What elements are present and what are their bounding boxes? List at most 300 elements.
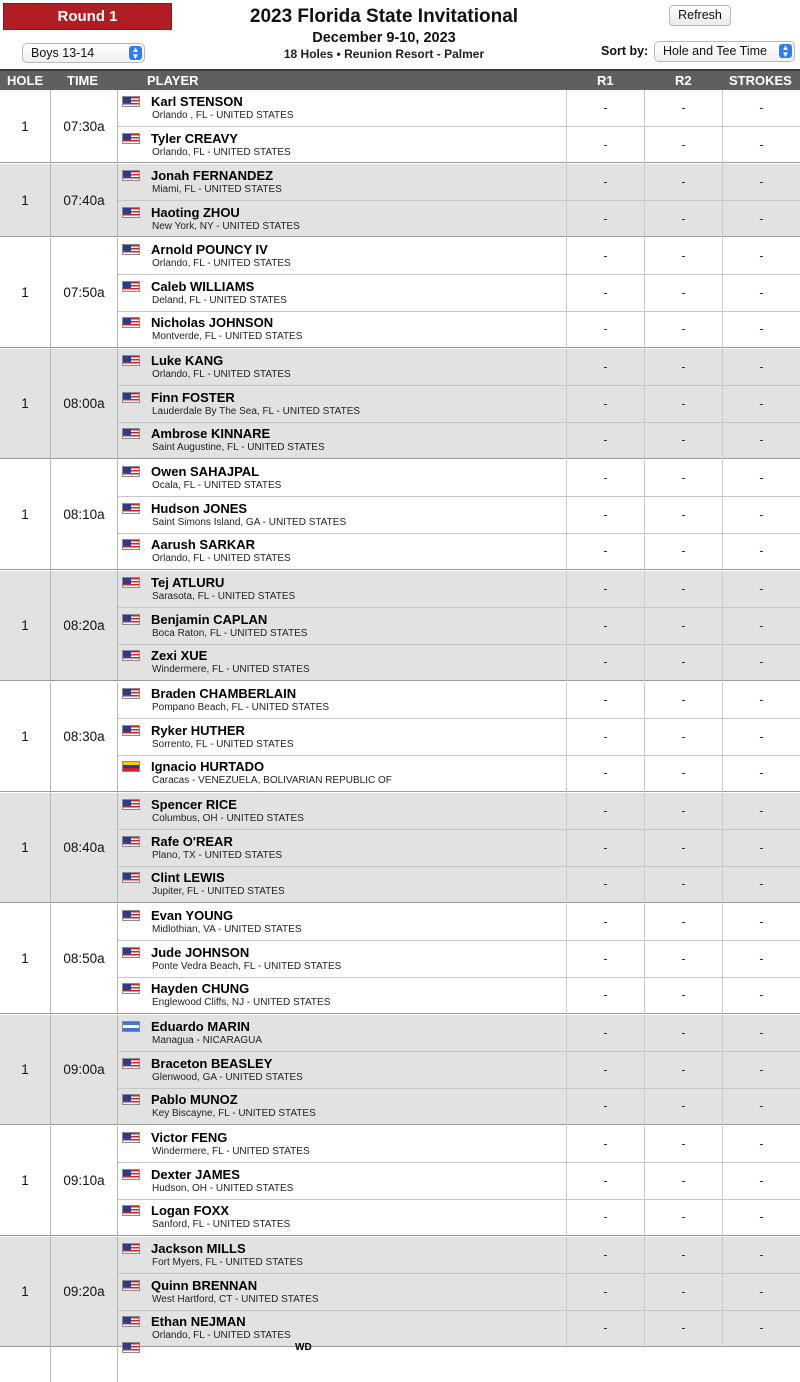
strokes-score: - xyxy=(759,1137,764,1151)
country-flag-icon xyxy=(122,947,140,958)
tournament-title: 2023 Florida State Invitational xyxy=(249,6,519,27)
column-divider xyxy=(644,1199,645,1236)
r1-score: - xyxy=(603,582,608,596)
strokes-score: - xyxy=(759,397,764,411)
player-location: Saint Augustine, FL - UNITED STATES xyxy=(152,442,325,453)
r1-score: - xyxy=(603,1099,608,1113)
player-location: Orlando, FL - UNITED STATES xyxy=(152,369,291,380)
player-row[interactable] xyxy=(118,644,800,681)
strokes-score: - xyxy=(759,101,764,115)
player-name[interactable]: Hayden CHUNG xyxy=(151,981,250,996)
r1-score: - xyxy=(603,915,608,929)
player-row[interactable] xyxy=(118,349,800,386)
country-flag-icon xyxy=(122,650,140,661)
r2-score: - xyxy=(681,841,686,855)
r1-score: - xyxy=(603,433,608,447)
column-divider xyxy=(566,1199,567,1236)
column-divider xyxy=(566,386,567,423)
strokes-score: - xyxy=(759,433,764,447)
time-cell: 08:50a xyxy=(63,951,105,966)
strokes-score: - xyxy=(759,212,764,226)
column-divider xyxy=(722,90,723,127)
table-header xyxy=(0,69,800,90)
column-divider xyxy=(722,719,723,756)
time-cell: 08:10a xyxy=(63,507,105,522)
r1-score: - xyxy=(603,1137,608,1151)
country-flag-icon xyxy=(122,1094,140,1105)
tee-time-group-partial xyxy=(0,1342,800,1382)
country-flag-icon xyxy=(122,133,140,144)
player-name[interactable]: Clint LEWIS xyxy=(151,870,225,885)
player-name[interactable]: Braceton BEASLEY xyxy=(151,1056,273,1071)
column-divider xyxy=(722,238,723,275)
column-divider xyxy=(644,90,645,127)
player-location: Lauderdale By The Sea, FL - UNITED STATES xyxy=(152,406,361,417)
column-divider xyxy=(566,755,567,792)
column-divider xyxy=(644,1237,645,1274)
tee-time-group xyxy=(0,793,800,903)
chevron-updown-icon: ▲ ▼ xyxy=(779,44,792,58)
player-name[interactable]: Logan FOXX xyxy=(151,1203,229,1218)
time-cell: 07:40a xyxy=(63,192,105,208)
column-divider xyxy=(566,164,567,201)
player-row[interactable] xyxy=(118,1237,800,1274)
tee-time-group xyxy=(0,90,800,163)
player-row[interactable] xyxy=(118,386,800,423)
player-location: Glenwood, GA - UNITED STATES xyxy=(152,1072,303,1083)
player-location: Englewood Cliffs, NJ - UNITED STATES xyxy=(152,997,331,1008)
player-location: Orlando, FL - UNITED STATES xyxy=(152,1330,291,1341)
player-row[interactable] xyxy=(118,1274,800,1311)
time-cell: 08:40a xyxy=(63,840,105,855)
r2-score: - xyxy=(681,952,686,966)
r2-score: - xyxy=(681,286,686,300)
column-divider xyxy=(722,422,723,459)
r1-score: - xyxy=(603,841,608,855)
player-row[interactable] xyxy=(118,275,800,312)
player-name[interactable]: Tyler CREAVY xyxy=(151,131,238,146)
player-row[interactable] xyxy=(118,1088,800,1125)
r1-score: - xyxy=(603,322,608,336)
column-divider xyxy=(644,386,645,423)
player-row[interactable] xyxy=(118,1342,800,1382)
r2-score: - xyxy=(681,766,686,780)
player-name[interactable]: Finn FOSTER xyxy=(151,390,235,405)
r2-score: - xyxy=(681,1285,686,1299)
player-location: Miami, FL - UNITED STATES xyxy=(152,184,282,195)
time-cell: 09:20a xyxy=(63,1284,105,1299)
player-name[interactable]: Victor FENG xyxy=(151,1130,228,1145)
hole-cell: 1 xyxy=(21,729,29,744)
column-divider xyxy=(644,866,645,903)
player-row[interactable] xyxy=(118,1052,800,1089)
country-flag-icon xyxy=(122,428,140,439)
column-divider xyxy=(566,977,567,1014)
r2-score: - xyxy=(681,1063,686,1077)
page-header xyxy=(0,0,800,69)
player-row[interactable] xyxy=(118,719,800,756)
player-location: Columbus, OH - UNITED STATES xyxy=(152,813,304,824)
player-row[interactable] xyxy=(118,1199,800,1236)
time-cell: 08:00a xyxy=(63,396,105,411)
country-flag-icon xyxy=(122,539,140,550)
strokes-score: - xyxy=(759,915,764,929)
r1-score: - xyxy=(603,249,608,263)
country-flag-icon xyxy=(122,281,140,292)
column-divider xyxy=(566,311,567,348)
r1-score: - xyxy=(603,730,608,744)
column-divider xyxy=(644,644,645,681)
player-row[interactable] xyxy=(118,90,800,127)
player-row[interactable] xyxy=(118,866,800,903)
round-tab[interactable]: Round 1 xyxy=(3,3,172,30)
column-divider xyxy=(644,1310,645,1347)
column-divider xyxy=(644,793,645,830)
strokes-score: - xyxy=(759,877,764,891)
r2-score: - xyxy=(681,619,686,633)
player-name[interactable]: Ethan NEJMAN xyxy=(151,1314,246,1329)
strokes-score: - xyxy=(759,471,764,485)
tee-time-group xyxy=(0,349,800,459)
tee-time-group xyxy=(0,682,800,792)
country-flag-icon xyxy=(122,1205,140,1216)
player-row[interactable] xyxy=(118,682,800,719)
r2-score: - xyxy=(681,915,686,929)
player-row[interactable] xyxy=(118,1310,800,1347)
r2-score: - xyxy=(681,693,686,707)
country-flag-icon xyxy=(122,170,140,181)
strokes-score: - xyxy=(759,322,764,336)
col-player: PLAYER xyxy=(147,73,199,88)
country-flag-icon xyxy=(122,1169,140,1180)
column-divider xyxy=(644,719,645,756)
r2-score: - xyxy=(681,433,686,447)
player-name[interactable]: Owen SAHAJPAL xyxy=(151,464,260,479)
player-row[interactable] xyxy=(118,755,800,792)
player-name[interactable]: Evan YOUNG xyxy=(151,908,234,923)
player-row[interactable] xyxy=(118,1015,800,1052)
column-divider xyxy=(566,497,567,534)
hole-cell: 1 xyxy=(21,507,29,522)
time-cell: 08:20a xyxy=(63,618,105,633)
column-divider xyxy=(722,904,723,941)
player-name[interactable]: Nicholas JOHNSON xyxy=(151,315,274,330)
strokes-score: - xyxy=(759,508,764,522)
player-name[interactable]: Pablo MUNOZ xyxy=(151,1092,238,1107)
strokes-score: - xyxy=(759,766,764,780)
player-name[interactable]: Ryker HUTHER xyxy=(151,723,245,738)
column-divider xyxy=(50,1348,51,1382)
column-divider xyxy=(566,90,567,127)
player-row[interactable] xyxy=(118,608,800,645)
hole-cell: 1 xyxy=(21,951,29,966)
column-divider xyxy=(722,164,723,201)
player-name[interactable]: Tej ATLURU xyxy=(151,575,225,590)
player-name[interactable]: Spencer RICE xyxy=(151,797,237,812)
hole-cell: 1 xyxy=(21,618,29,633)
column-divider xyxy=(644,238,645,275)
player-name[interactable]: Zexi XUE xyxy=(151,648,208,663)
column-divider xyxy=(566,941,567,978)
tee-time-group xyxy=(0,1126,800,1236)
player-name[interactable]: Caleb WILLIAMS xyxy=(151,279,255,294)
country-flag-icon xyxy=(122,872,140,883)
player-row[interactable] xyxy=(118,422,800,459)
column-divider xyxy=(722,1052,723,1089)
strokes-score: - xyxy=(759,1063,764,1077)
tee-time-group xyxy=(0,460,800,570)
col-r1: R1 xyxy=(597,73,614,88)
division-select[interactable] xyxy=(22,43,145,63)
player-name[interactable]: Benjamin CAPLAN xyxy=(151,612,268,627)
country-flag-icon xyxy=(122,1280,140,1291)
player-name[interactable]: Hudson JONES xyxy=(151,501,248,516)
country-flag-icon xyxy=(122,799,140,810)
refresh-button[interactable]: Refresh xyxy=(669,5,731,26)
player-row[interactable] xyxy=(118,311,800,348)
column-divider xyxy=(566,904,567,941)
r1-score: - xyxy=(603,471,608,485)
player-location: Fort Myers, FL - UNITED STATES xyxy=(152,1257,303,1268)
r1-score: - xyxy=(603,877,608,891)
country-flag-icon xyxy=(122,836,140,847)
r1-score: - xyxy=(603,1063,608,1077)
column-divider xyxy=(722,275,723,312)
column-divider xyxy=(722,1126,723,1163)
column-divider xyxy=(722,386,723,423)
column-divider xyxy=(644,164,645,201)
column-divider xyxy=(722,644,723,681)
sort-select-value: Hole and Tee Time xyxy=(663,44,767,58)
player-name[interactable]: Ignacio HURTADO xyxy=(151,759,265,774)
player-name[interactable]: Aarush SARKAR xyxy=(151,537,256,552)
country-flag-icon xyxy=(122,317,140,328)
r2-score: - xyxy=(681,1321,686,1335)
sort-select[interactable] xyxy=(654,41,795,62)
column-divider xyxy=(644,1015,645,1052)
column-divider xyxy=(566,830,567,867)
column-divider xyxy=(566,571,567,608)
player-row[interactable] xyxy=(118,977,800,1014)
strokes-score: - xyxy=(759,988,764,1002)
column-divider xyxy=(566,719,567,756)
player-name[interactable]: Ambrose KINNARE xyxy=(151,426,271,441)
country-flag-icon xyxy=(122,96,140,107)
player-name[interactable]: Jude JOHNSON xyxy=(151,945,250,960)
player-location: Orlando , FL - UNITED STATES xyxy=(152,110,294,121)
column-divider xyxy=(644,571,645,608)
table-body xyxy=(0,90,800,1382)
strokes-score: - xyxy=(759,1099,764,1113)
r2-score: - xyxy=(681,804,686,818)
column-divider xyxy=(722,1163,723,1200)
player-location: Plano, TX - UNITED STATES xyxy=(152,850,283,861)
player-name[interactable]: Quinn BRENNAN xyxy=(151,1278,258,1293)
column-divider xyxy=(644,460,645,497)
strokes-score: - xyxy=(759,693,764,707)
country-flag-icon xyxy=(122,614,140,625)
player-location: Deland, FL - UNITED STATES xyxy=(152,295,287,306)
player-location: Sorrento, FL - UNITED STATES xyxy=(152,739,294,750)
column-divider xyxy=(644,941,645,978)
column-divider xyxy=(722,977,723,1014)
player-row[interactable] xyxy=(118,904,800,941)
r1-score: - xyxy=(603,766,608,780)
player-name[interactable]: Dexter JAMES xyxy=(151,1167,240,1182)
column-divider xyxy=(644,1126,645,1163)
col-r2: R2 xyxy=(675,73,692,88)
column-divider xyxy=(566,1052,567,1089)
r2-score: - xyxy=(681,655,686,669)
country-flag-icon xyxy=(122,392,140,403)
r1-score: - xyxy=(603,138,608,152)
time-cell: 09:00a xyxy=(63,1062,105,1077)
column-divider xyxy=(566,275,567,312)
r2-score: - xyxy=(681,138,686,152)
column-divider xyxy=(722,793,723,830)
column-divider xyxy=(566,608,567,645)
player-row[interactable] xyxy=(118,793,800,830)
r1-score: - xyxy=(603,804,608,818)
column-divider xyxy=(644,201,645,238)
r1-score: - xyxy=(603,693,608,707)
time-cell: 08:30a xyxy=(63,729,105,744)
column-divider xyxy=(566,1237,567,1274)
time-cell: 09:10a xyxy=(63,1173,105,1188)
player-location: Windermere, FL - UNITED STATES xyxy=(152,1146,310,1157)
column-divider xyxy=(722,311,723,348)
player-row[interactable] xyxy=(118,571,800,608)
strokes-score: - xyxy=(759,582,764,596)
hole-cell: 1 xyxy=(21,1062,29,1077)
player-location: Saint Simons Island, GA - UNITED STATES xyxy=(152,517,347,528)
tee-time-group xyxy=(0,904,800,1014)
player-row[interactable] xyxy=(118,1163,800,1200)
player-name[interactable]: Eduardo MARIN xyxy=(151,1019,250,1034)
player-name[interactable]: Rafe O'REAR xyxy=(151,834,233,849)
country-flag-icon xyxy=(122,1243,140,1254)
r2-score: - xyxy=(681,1174,686,1188)
r1-score: - xyxy=(603,508,608,522)
hole-cell: 1 xyxy=(21,118,29,134)
column-divider xyxy=(566,866,567,903)
r1-score: - xyxy=(603,360,608,374)
country-flag-icon xyxy=(122,688,140,699)
r2-score: - xyxy=(681,471,686,485)
column-divider xyxy=(722,201,723,238)
strokes-score: - xyxy=(759,952,764,966)
player-name[interactable]: Jackson MILLS xyxy=(151,1241,246,1256)
column-divider xyxy=(566,422,567,459)
r2-score: - xyxy=(681,508,686,522)
tee-time-group xyxy=(0,238,800,348)
player-row[interactable] xyxy=(118,1126,800,1163)
column-divider xyxy=(722,755,723,792)
r1-score: - xyxy=(603,101,608,115)
column-divider xyxy=(566,1274,567,1311)
r2-score: - xyxy=(681,1137,686,1151)
strokes-score: - xyxy=(759,249,764,263)
player-name[interactable]: Karl STENSON xyxy=(151,94,243,109)
column-divider xyxy=(644,904,645,941)
column-divider xyxy=(722,1088,723,1125)
player-row[interactable] xyxy=(118,238,800,275)
column-divider xyxy=(566,238,567,275)
column-divider xyxy=(722,349,723,386)
r1-score: - xyxy=(603,619,608,633)
player-row[interactable] xyxy=(118,533,800,570)
r2-score: - xyxy=(681,1099,686,1113)
column-divider xyxy=(644,682,645,719)
column-divider xyxy=(722,1274,723,1311)
player-location: Sanford, FL - UNITED STATES xyxy=(152,1219,291,1230)
r2-score: - xyxy=(681,877,686,891)
r2-score: - xyxy=(681,1248,686,1262)
r2-score: - xyxy=(681,360,686,374)
r2-score: - xyxy=(681,249,686,263)
withdrawn-badge: WD xyxy=(295,1342,312,1353)
r2-score: - xyxy=(681,988,686,1002)
column-divider xyxy=(566,349,567,386)
strokes-score: - xyxy=(759,544,764,558)
player-name[interactable]: Braden CHAMBERLAIN xyxy=(151,686,297,701)
r2-score: - xyxy=(681,1026,686,1040)
player-name[interactable]: Jonah FERNANDEZ xyxy=(151,168,274,183)
player-location: Sarasota, FL - UNITED STATES xyxy=(152,591,296,602)
column-divider xyxy=(644,608,645,645)
player-row[interactable] xyxy=(118,941,800,978)
column-divider xyxy=(566,1088,567,1125)
player-row[interactable] xyxy=(118,127,800,164)
strokes-score: - xyxy=(759,730,764,744)
player-location: Managua - NICARAGUA xyxy=(152,1035,263,1046)
sort-label: Sort by: xyxy=(601,44,649,58)
column-divider xyxy=(722,682,723,719)
tee-time-group xyxy=(0,571,800,681)
country-flag-icon xyxy=(122,503,140,514)
country-flag-icon xyxy=(122,244,140,255)
r2-score: - xyxy=(681,730,686,744)
player-row[interactable] xyxy=(118,460,800,497)
tournament-dates: December 9-10, 2023 xyxy=(312,30,456,46)
player-location: Montverde, FL - UNITED STATES xyxy=(152,331,303,342)
tee-time-group xyxy=(0,1015,800,1125)
time-cell: 07:30a xyxy=(63,118,105,134)
strokes-score: - xyxy=(759,138,764,152)
player-name[interactable]: Haoting ZHOU xyxy=(151,205,240,220)
r1-score: - xyxy=(603,286,608,300)
column-divider xyxy=(566,460,567,497)
column-divider xyxy=(566,644,567,681)
r1-score: - xyxy=(603,952,608,966)
strokes-score: - xyxy=(759,1285,764,1299)
player-name[interactable]: Luke KANG xyxy=(151,353,224,368)
column-divider xyxy=(644,497,645,534)
player-location: Jupiter, FL - UNITED STATES xyxy=(152,886,285,897)
strokes-score: - xyxy=(759,655,764,669)
player-name[interactable]: Arnold POUNCY IV xyxy=(151,242,268,257)
player-row[interactable] xyxy=(118,830,800,867)
column-divider xyxy=(566,1163,567,1200)
r1-score: - xyxy=(603,988,608,1002)
column-divider xyxy=(644,533,645,570)
player-row[interactable] xyxy=(118,164,800,201)
player-row[interactable] xyxy=(118,497,800,534)
country-flag-icon xyxy=(122,1058,140,1069)
country-flag-icon xyxy=(122,466,140,477)
column-divider xyxy=(644,1163,645,1200)
player-row[interactable] xyxy=(118,201,800,238)
